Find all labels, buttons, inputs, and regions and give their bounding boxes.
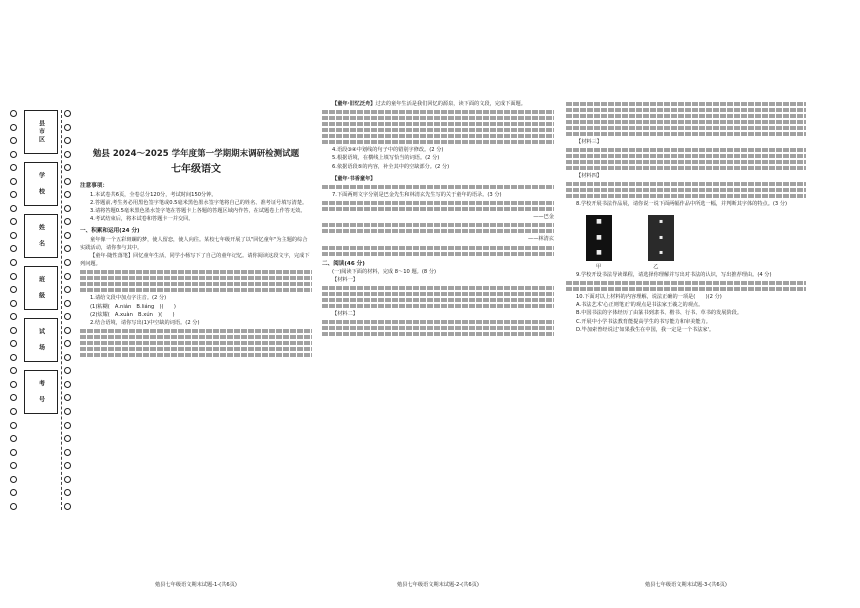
passage-text [80,276,312,280]
question-9: 9.学校开设书法导读课程，请选择你理解并写出对书法的认识，写出推荐理由。(4 分) [576,271,772,278]
passage-text [566,154,806,158]
quote-author-2: ——林清玄 [528,236,554,243]
passage-text [322,229,554,233]
passage-text [322,122,554,126]
question-7: 7.下面两则文字分别是巴金先生和林清玄先生写的关于童年的语录。(3 分) [332,192,502,199]
binding-holes-right [64,110,72,510]
passage-text [566,166,806,170]
passage-text [80,347,312,351]
field-county[interactable]: 县市区 [24,110,58,154]
material-label: 【材料四】 [576,173,602,180]
material-label: 【材料二】 [332,311,358,318]
passage-text [322,320,554,324]
passage-text [322,252,554,256]
passage-text [322,292,554,296]
answer-line[interactable] [566,287,806,291]
passage-text [80,270,312,274]
page-column-2 [322,100,554,580]
passage-text [322,286,554,290]
part1-intro: 童年像一个五彩斑斓的梦，使人留恋，使人向往。某校七年级开展了以"回忆童年"为主题的综合实践活动，请你参与其中。 [80,236,308,251]
calligraphy-image-a: ■ ■ ■ [586,215,612,261]
passage-text [566,102,806,106]
exam-title: 勉县 2024～2025 学年度第一学期期末调研检测试题 [92,149,300,159]
question-1: 1.请给文段中加点字注音。(2 分) [90,295,167,302]
candidate-fields [24,110,58,422]
calligraphy-image-b: ▪ ▪ ▪ [648,215,674,261]
passage-text [322,207,554,211]
question-4: 4.语段③④中划线的句子中的错别字修改。(2 分) [332,147,444,154]
question-5: 5.根据语境，在横线上填写恰当的词语。(2 分) [332,155,440,162]
label-a: 甲 [596,263,602,270]
passage-text [322,128,554,132]
page-footer-2: 勉县七年级语文期末试题-2-(共6页) [397,582,479,588]
option-d[interactable]: D.毕加索曾经说过'如果我生在中国，我一定是一个书法家'。 [576,326,715,333]
passage-text [566,108,806,112]
section-heading: 【童年·旧忆泛舟】过去的童年生活是我们回忆的源泉，读下面的文段，完成下面题。 [332,101,526,107]
option-b[interactable]: B.中国书法的字体经历了由篆书到隶书、楷书、行书、草书的发展阶段。 [576,310,743,317]
section2-heading: 【童年·书香童年】 [332,175,376,182]
passage-text [80,341,312,345]
field-exam-number[interactable]: 考 号 [24,370,58,414]
passage-text [322,223,554,227]
passage-text [322,326,554,330]
passage-text [566,188,806,192]
passage-text [322,332,554,336]
field-exam-room[interactable]: 试 场 [24,318,58,362]
passage-text [322,140,554,144]
passage-text [566,132,806,136]
question-1a[interactable]: (1)粘糊( A.nián B.liáng )( ) [90,303,176,310]
notice-item: 1.本试卷共6页，全卷总分120分，考试时间150分钟。 [90,191,217,198]
passage-text [566,160,806,164]
passage-text [80,288,312,292]
page-footer-3: 勉县七年级语文期末试题-3-(共6页) [645,582,727,588]
question-8: 8.学校开展书法作品展，请你说一说下面两幅作品中所选一幅，并判断其字体的特点。(3 分) [576,201,788,208]
label-b: 乙 [653,263,659,270]
part2-heading: 二、阅读(46 分) [322,260,365,267]
page-column-3 [566,100,806,580]
passage-text [566,182,806,186]
notice-item: 2.答题前,考生务必用黑色签字笔或0.5毫米黑色墨水签字笔将自己的姓名、准考证号填写清楚。 [90,199,308,206]
quote-author-1: ——巴金 [533,214,554,221]
calligraphy-labels [596,263,806,271]
passage-text [80,335,312,339]
passage-text [322,116,554,120]
option-a[interactable]: A.书法艺术'心正则笔正'的观点是书法家王羲之的观点。 [576,302,704,309]
answer-line[interactable] [566,281,806,285]
passage-text [322,246,554,250]
notice-item: 4.考试结束后，将本试卷和答题卡一并交回。 [90,216,194,223]
candidate-info-strip [10,110,72,510]
page-column-1 [80,100,312,585]
part1-heading: 一、积累和运用(24 分) [80,228,140,235]
passage-text [566,194,806,198]
option-c[interactable]: C.开展中小学书法教育能提高学生的书写能力和审美能力。 [576,318,711,325]
passage-text [80,329,312,333]
field-name[interactable]: 姓 名 [24,214,58,258]
passage-text [322,304,554,308]
passage-text [322,201,554,205]
passage-text [566,120,806,124]
passage-text [322,110,554,114]
passage-text [80,353,312,357]
notice-item: 3.请将答题0.5毫米黑色墨水签字笔在答题卡上各题的答题区域内作答，在试题卷上作答无效。 [90,208,306,215]
passage-text [322,298,554,302]
calligraphy-samples [586,215,806,261]
material-label: 【材料三】 [576,139,602,145]
passage-text [322,185,554,189]
seal-line [61,110,62,510]
passage-text [566,126,806,130]
binding-holes-left [10,110,18,510]
passage-text [322,134,554,138]
material-label: 【材料一】 [332,277,358,284]
part1-task: 【童年·随性落笔】回忆童年生活，同学小杨写下了自己的童年记忆。请你阅读这段文字，完成下列问题。 [80,253,310,268]
question-6: 6.依据语段⑤的内容，补全其中的空缺部分。(2 分) [332,163,450,170]
field-school[interactable]: 学 校 [24,162,58,206]
page-footer-1: 勉县七年级语文期末试题-1-(共6页) [155,582,237,588]
exam-subject: 七年级语文 [171,164,221,176]
passage-text [80,282,312,286]
notice-heading: 注意事项： [80,183,108,190]
part2-subheading: (一)阅读下面的材料，完成 8～10 题。(8 分) [332,268,437,275]
question-10: 10.下面对以上材料的内容理解，说法正确的一项是( )(2 分) [576,294,722,301]
passage-text [566,114,806,118]
question-2: 2.结合语境，请你写出(1)中空缺的词语。(2 分) [90,320,200,327]
question-1b[interactable]: (2)炫耀( A.xuàn B.xún )( ) [90,311,175,318]
passage-text [566,148,806,152]
field-class[interactable]: 班 级 [24,266,58,310]
